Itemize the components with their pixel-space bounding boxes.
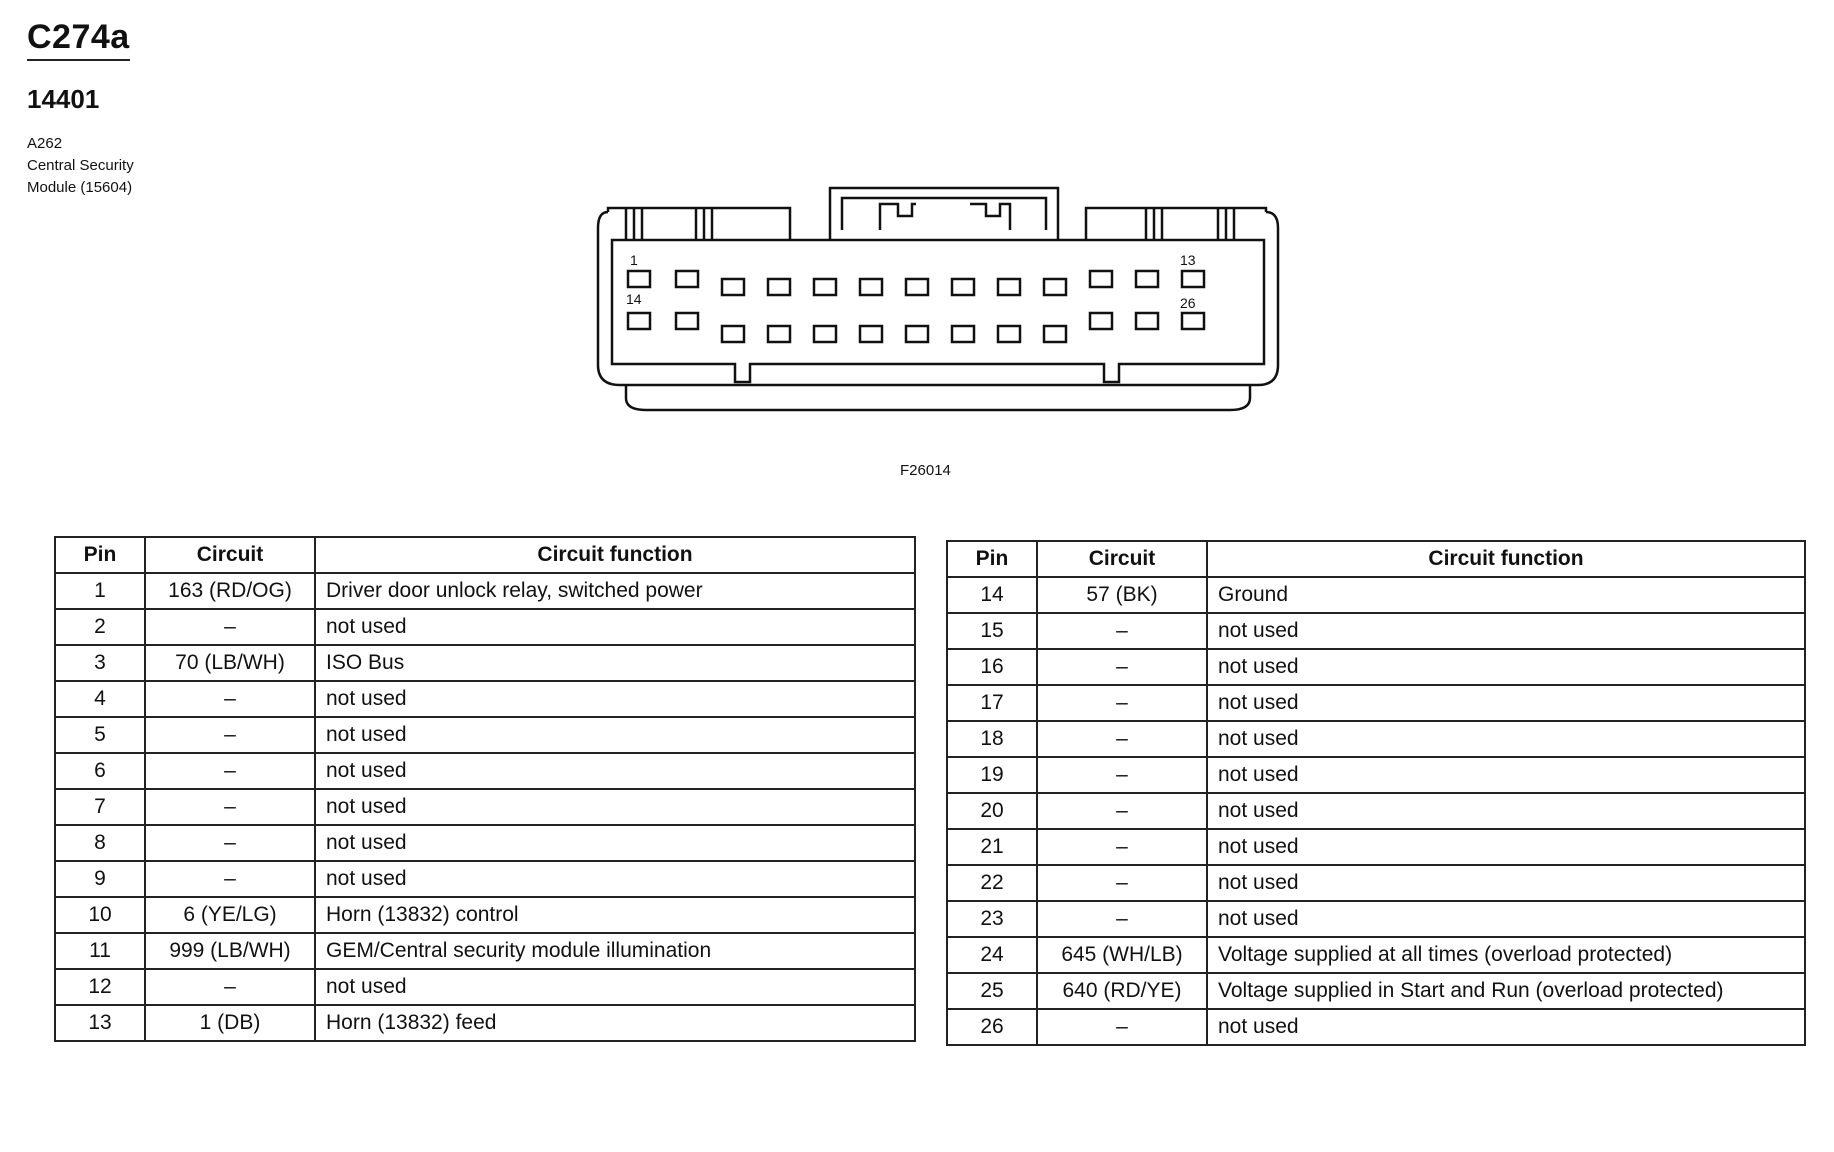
table-row — [947, 577, 1805, 613]
table-row — [947, 901, 1805, 937]
circuit-function: not used — [1207, 721, 1805, 757]
table-row — [947, 793, 1805, 829]
pin-number: 26 — [947, 1009, 1037, 1045]
circuit-function: not used — [315, 861, 915, 897]
circuit-function: not used — [1207, 613, 1805, 649]
circuit-code: – — [1037, 649, 1207, 685]
pin-number: 16 — [947, 649, 1037, 685]
circuit-function: not used — [1207, 649, 1805, 685]
table-row — [947, 685, 1805, 721]
table-row — [55, 897, 915, 933]
circuit-function: not used — [315, 717, 915, 753]
pin-number: 24 — [947, 937, 1037, 973]
circuit-code: – — [145, 753, 315, 789]
circuit-code: – — [1037, 757, 1207, 793]
pin-number: 1 — [55, 573, 145, 609]
circuit-code: 6 (YE/LG) — [145, 897, 315, 933]
pin-number: 13 — [55, 1005, 145, 1041]
circuit-code: – — [1037, 829, 1207, 865]
pin-number: 12 — [55, 969, 145, 1005]
circuit-code: – — [1037, 793, 1207, 829]
pin-number: 17 — [947, 685, 1037, 721]
pinout-table-pins-1-13 — [54, 536, 916, 1042]
circuit-function: not used — [315, 609, 915, 645]
circuit-function: Driver door unlock relay, switched power — [315, 573, 915, 609]
circuit-code: 645 (WH/LB) — [1037, 937, 1207, 973]
circuit-function: not used — [1207, 757, 1805, 793]
circuit-code: – — [145, 861, 315, 897]
header-circuit: Circuit — [1037, 541, 1207, 577]
circuit-code: 1 (DB) — [145, 1005, 315, 1041]
table-row — [947, 937, 1805, 973]
table-row — [947, 649, 1805, 685]
module-line-1: A262 — [27, 135, 63, 152]
circuit-function: Horn (13832) control — [315, 897, 915, 933]
header-circuit-function: Circuit function — [1207, 541, 1805, 577]
circuit-function: not used — [1207, 901, 1805, 937]
pin-number: 6 — [55, 753, 145, 789]
circuit-code: 57 (BK) — [1037, 577, 1207, 613]
pin-number: 18 — [947, 721, 1037, 757]
pin-number: 7 — [55, 789, 145, 825]
circuit-function: not used — [1207, 1009, 1805, 1045]
table-row — [55, 681, 915, 717]
table-row — [947, 721, 1805, 757]
circuit-function: Voltage supplied at all times (overload protected) — [1207, 937, 1805, 973]
connector-face-diagram — [590, 180, 1280, 420]
table-row — [55, 789, 915, 825]
pin-number: 11 — [55, 933, 145, 969]
part-number: 14401 — [27, 84, 100, 114]
pin-number: 9 — [55, 861, 145, 897]
circuit-function: not used — [315, 753, 915, 789]
circuit-function: not used — [315, 825, 915, 861]
circuit-code: – — [145, 825, 315, 861]
table-header-row — [947, 541, 1805, 577]
pin-number: 23 — [947, 901, 1037, 937]
module-line-2: Central Security — [27, 157, 134, 174]
table-row — [55, 753, 915, 789]
header-circuit-function: Circuit function — [315, 537, 915, 573]
circuit-code: – — [1037, 865, 1207, 901]
circuit-code: 163 (RD/OG) — [145, 573, 315, 609]
circuit-function: not used — [1207, 865, 1805, 901]
table-row — [55, 1005, 915, 1041]
circuit-function: Voltage supplied in Start and Run (overload protected) — [1207, 973, 1805, 1009]
table-row — [55, 969, 915, 1005]
header-pin: Pin — [947, 541, 1037, 577]
circuit-code: – — [145, 609, 315, 645]
circuit-function: not used — [1207, 829, 1805, 865]
circuit-function: not used — [315, 969, 915, 1005]
circuit-code: 640 (RD/YE) — [1037, 973, 1207, 1009]
table-row — [55, 573, 915, 609]
pin-label-26: 26 — [1180, 295, 1196, 311]
table-row — [55, 609, 915, 645]
table-row — [947, 613, 1805, 649]
pin-number: 19 — [947, 757, 1037, 793]
pin-number: 20 — [947, 793, 1037, 829]
circuit-function: Horn (13832) feed — [315, 1005, 915, 1041]
pin-label-1: 1 — [630, 252, 638, 268]
pin-number: 8 — [55, 825, 145, 861]
circuit-function: not used — [1207, 793, 1805, 829]
figure-reference: F26014 — [900, 462, 951, 479]
pin-number: 25 — [947, 973, 1037, 1009]
pin-number: 2 — [55, 609, 145, 645]
circuit-code: 999 (LB/WH) — [145, 933, 315, 969]
table-row — [947, 757, 1805, 793]
circuit-code: – — [1037, 685, 1207, 721]
table-row — [947, 973, 1805, 1009]
table-row — [55, 933, 915, 969]
pin-number: 21 — [947, 829, 1037, 865]
module-description — [27, 133, 134, 199]
pin-number: 22 — [947, 865, 1037, 901]
circuit-code: – — [1037, 721, 1207, 757]
pin-number: 5 — [55, 717, 145, 753]
circuit-function: not used — [1207, 685, 1805, 721]
connector-id: C274a — [27, 18, 130, 61]
pinout-table-pins-14-26 — [946, 540, 1806, 1046]
circuit-code: – — [145, 789, 315, 825]
circuit-function: not used — [315, 789, 915, 825]
circuit-code: – — [1037, 613, 1207, 649]
pin-number: 3 — [55, 645, 145, 681]
circuit-function: Ground — [1207, 577, 1805, 613]
table-row — [947, 829, 1805, 865]
pin-number: 10 — [55, 897, 145, 933]
header-pin: Pin — [55, 537, 145, 573]
circuit-function: GEM/Central security module illumination — [315, 933, 915, 969]
pin-number: 4 — [55, 681, 145, 717]
pin-number: 14 — [947, 577, 1037, 613]
circuit-code: – — [145, 969, 315, 1005]
table-row — [55, 717, 915, 753]
circuit-code: – — [1037, 901, 1207, 937]
circuit-code: – — [1037, 1009, 1207, 1045]
table-row — [947, 865, 1805, 901]
table-row — [55, 645, 915, 681]
module-line-3: Module (15604) — [27, 179, 133, 196]
table-row — [55, 825, 915, 861]
circuit-code: – — [145, 681, 315, 717]
pin-label-13: 13 — [1180, 252, 1196, 268]
table-row — [947, 1009, 1805, 1045]
circuit-code: – — [145, 717, 315, 753]
table-row — [55, 861, 915, 897]
table-header-row — [55, 537, 915, 573]
pin-label-14: 14 — [626, 291, 642, 307]
pin-number: 15 — [947, 613, 1037, 649]
circuit-code: 70 (LB/WH) — [145, 645, 315, 681]
circuit-function: ISO Bus — [315, 645, 915, 681]
circuit-function: not used — [315, 681, 915, 717]
header-circuit: Circuit — [145, 537, 315, 573]
